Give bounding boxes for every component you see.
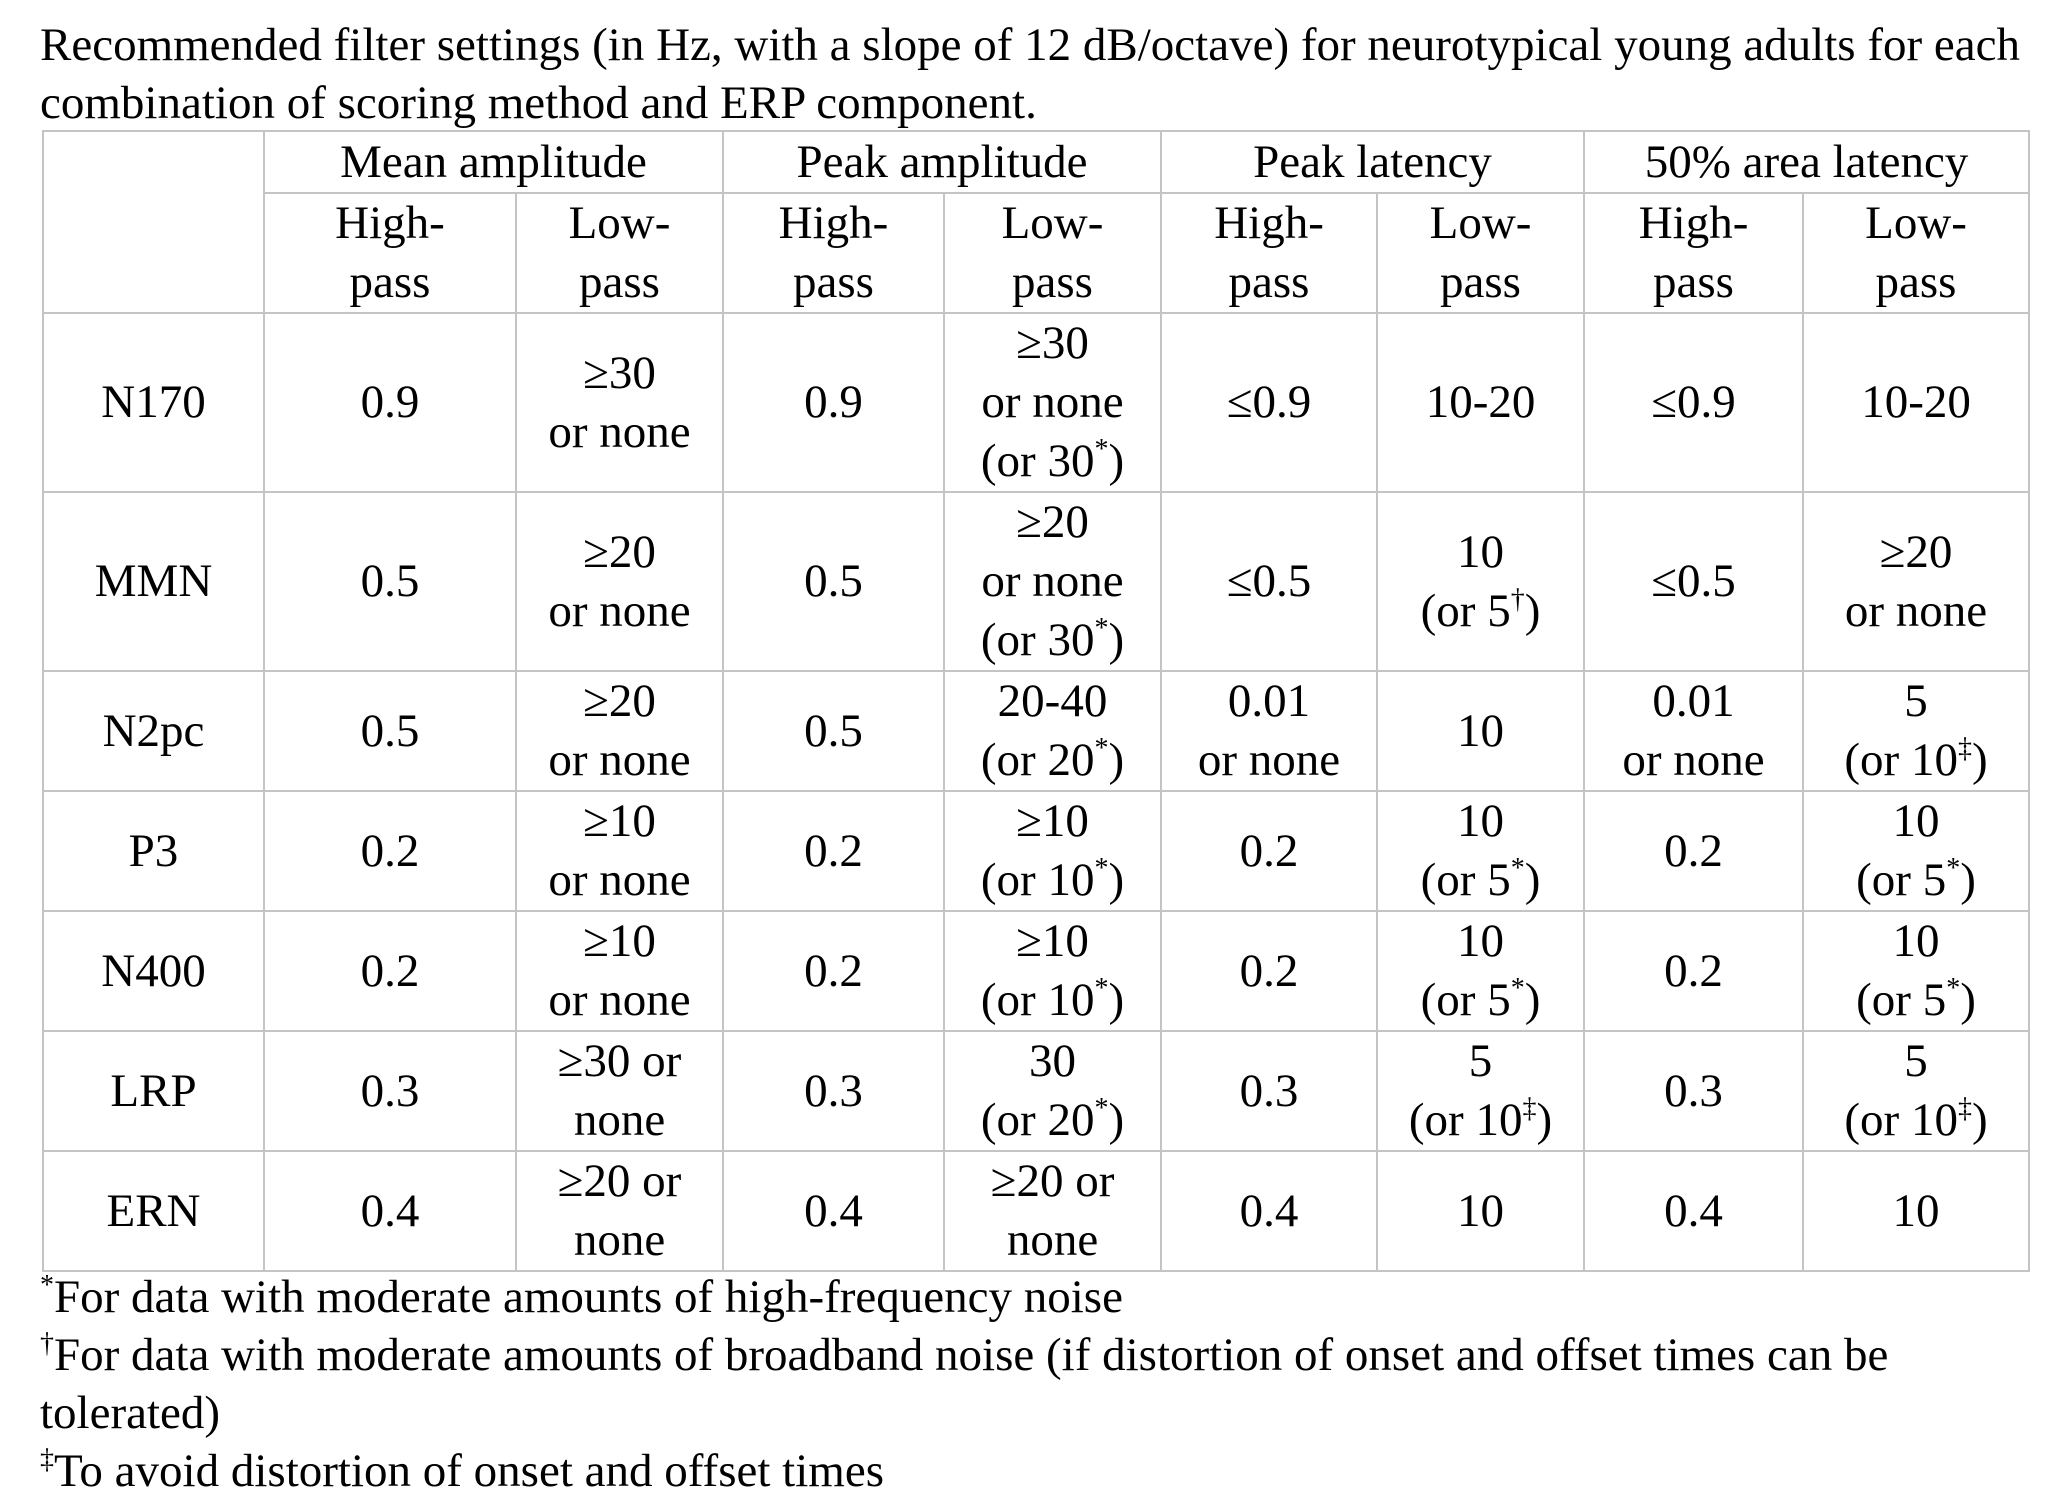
cell-value-suffix: )	[1536, 1094, 1553, 1146]
table-cell	[1803, 791, 2029, 911]
row-header-component: N170	[43, 313, 264, 492]
table-cell	[944, 791, 1161, 911]
footnote-marker: †	[40, 1328, 54, 1359]
footnote-marker: ‡	[1957, 733, 1972, 764]
table-cell	[1584, 1031, 1803, 1151]
table-cell	[723, 492, 944, 671]
footnote-marker: *	[1094, 973, 1109, 1004]
row-header-component: LRP	[43, 1031, 264, 1151]
cell-value-suffix: )	[1971, 1094, 1988, 1146]
table-cell	[723, 911, 944, 1031]
table-cell	[1161, 911, 1377, 1031]
table-cell	[1377, 1151, 1584, 1271]
cell-value: ≥20 or none (or 30	[980, 496, 1124, 666]
cell-value: 0.3	[804, 1064, 863, 1117]
cell-value: 0.9	[804, 376, 863, 428]
cell-value: 0.4	[360, 1184, 420, 1237]
footnote	[40, 1268, 2030, 1326]
cell-value: 0.9	[360, 376, 420, 428]
cell-value: 0.3	[360, 1064, 420, 1117]
table-cell	[516, 1031, 723, 1151]
footnote-marker: *	[1094, 613, 1109, 644]
subheader-high-pass: High- pass	[1161, 193, 1377, 313]
cell-value: 10 (or 5	[1856, 795, 1947, 906]
cell-value: ≤0.9	[1651, 376, 1736, 428]
group-header-peak-latency: Peak latency	[1161, 131, 1584, 193]
subheader-high-pass: High- pass	[264, 193, 516, 313]
cell-value: ≥20 or none	[990, 1155, 1115, 1266]
footnote-marker: *	[1094, 434, 1109, 465]
group-header-50pct-area-latency: 50% area latency	[1584, 131, 2029, 193]
cell-value: 0.5	[804, 704, 863, 757]
table-cell	[1377, 671, 1584, 791]
table-cell	[1161, 791, 1377, 911]
table-row	[43, 1031, 2029, 1151]
cell-value: 0.2	[1239, 824, 1299, 877]
table-row	[43, 911, 2029, 1031]
group-header-peak-amplitude: Peak amplitude	[723, 131, 1161, 193]
cell-value: ≤0.5	[1651, 555, 1736, 607]
footnote-marker: *	[1510, 853, 1525, 884]
footnote-text: For data with moderate amounts of high-frequency noise	[54, 1271, 1123, 1323]
cell-value: 10 (or 5	[1420, 525, 1511, 637]
table-cell	[264, 313, 516, 492]
cell-value: ≥20 or none	[1844, 525, 1988, 637]
footnote-marker: *	[1946, 853, 1961, 884]
row-header-component: N2pc	[43, 671, 264, 791]
cell-value: 10 (or 5	[1856, 915, 1947, 1026]
cell-value: 0.4	[1664, 1184, 1723, 1237]
cell-value: 0.2	[804, 824, 863, 877]
cell-value-suffix: )	[1524, 584, 1541, 637]
cell-value-suffix: )	[1108, 435, 1125, 487]
table-cell	[944, 313, 1161, 492]
cell-value: ≥20 or none	[548, 525, 691, 637]
cell-value: ≥10 or none	[548, 795, 691, 906]
table-cell	[944, 671, 1161, 791]
table-cell	[1803, 1031, 2029, 1151]
table-cell	[723, 313, 944, 492]
subheader-low-pass: Low- pass	[1377, 193, 1584, 313]
footnote-marker: *	[1946, 973, 1961, 1004]
table-cell	[264, 1151, 516, 1271]
subheader-high-pass: High- pass	[723, 193, 944, 313]
cell-value: 10 (or 5	[1420, 915, 1511, 1026]
table-cell	[516, 911, 723, 1031]
cell-value: 10	[1457, 704, 1505, 757]
footnote-marker: *	[40, 1270, 54, 1301]
cell-value: 10 (or 5	[1420, 795, 1511, 906]
footnote-marker: *	[1094, 733, 1109, 764]
table-cell	[1803, 492, 2029, 671]
table-cell	[1161, 313, 1377, 492]
cell-value: 20-40 (or 20	[980, 675, 1108, 786]
table-cell	[1584, 313, 1803, 492]
footnote-marker: *	[1510, 973, 1525, 1004]
table-cell	[516, 671, 723, 791]
cell-value: 0.5	[804, 555, 863, 607]
table-cell	[1584, 671, 1803, 791]
table-cell	[1161, 671, 1377, 791]
table-row	[43, 791, 2029, 911]
cell-value-suffix: )	[1108, 1094, 1125, 1146]
cell-value: 0.5	[360, 555, 420, 607]
footnote-marker: ‡	[40, 1444, 54, 1475]
table-cell	[944, 492, 1161, 671]
cell-value: ≥10 (or 10	[980, 795, 1095, 906]
cell-value: ≤0.5	[1226, 555, 1312, 607]
cell-value-suffix: )	[1971, 734, 1988, 786]
cell-value: 0.2	[360, 824, 420, 877]
footnote	[40, 1326, 2030, 1442]
table-caption: Recommended filter settings (in Hz, with a slope of 12 dB/octave) for neurotypical young adults for each combination of scoring method and ERP component.	[40, 19, 2020, 129]
footnote-marker: †	[1510, 583, 1525, 615]
cell-value: 0.3	[1664, 1064, 1723, 1117]
footnote-marker: *	[1094, 853, 1109, 884]
cell-value: ≥30 or none	[557, 1035, 682, 1146]
cell-value: 0.2	[360, 944, 420, 997]
table-cell	[1377, 791, 1584, 911]
cell-value-suffix: )	[1108, 854, 1125, 906]
table-cell	[723, 1031, 944, 1151]
cell-value-suffix: )	[1960, 854, 1976, 906]
cell-value: 0.2	[1664, 944, 1723, 997]
footnote-marker: ‡	[1522, 1093, 1537, 1124]
table-cell	[723, 1151, 944, 1271]
table-cell	[1584, 791, 1803, 911]
table-row	[43, 1151, 2029, 1271]
footnote	[40, 1442, 2030, 1500]
table-cell	[516, 1151, 723, 1271]
footnote-text: To avoid distortion of onset and offset times	[54, 1445, 884, 1497]
cell-value: ≥10 or none	[548, 915, 691, 1026]
filter-settings-table	[42, 130, 2030, 1272]
cell-value: 0.01 or none	[1622, 675, 1765, 786]
footnotes	[40, 1268, 2030, 1500]
table-cell	[264, 671, 516, 791]
table-cell	[944, 1151, 1161, 1271]
cell-value: 10	[1892, 1184, 1940, 1237]
table-cell	[264, 911, 516, 1031]
table-cell	[1161, 1151, 1377, 1271]
subheader-low-pass: Low- pass	[1803, 193, 2029, 313]
cell-value-suffix: )	[1960, 974, 1976, 1026]
cell-value: 0.4	[804, 1184, 863, 1237]
row-header-component: N400	[43, 911, 264, 1031]
cell-value: 0.01 or none	[1197, 675, 1341, 786]
cell-value: 0.2	[804, 944, 863, 997]
table-cell	[264, 492, 516, 671]
cell-value: 10-20	[1425, 376, 1536, 428]
table-row	[43, 492, 2029, 671]
cell-value: 0.2	[1664, 824, 1723, 877]
table-cell	[1377, 313, 1584, 492]
table-cell	[1161, 1031, 1377, 1151]
table-cell	[516, 492, 723, 671]
table-cell	[1803, 313, 2029, 492]
subheader-high-pass: High- pass	[1584, 193, 1803, 313]
subheader-low-pass: Low- pass	[516, 193, 723, 313]
cell-value: 0.4	[1239, 1184, 1299, 1237]
cell-value: 5 (or 10	[1844, 1035, 1958, 1146]
row-header-component: P3	[43, 791, 264, 911]
table-cell	[1803, 911, 2029, 1031]
table-cell	[1377, 492, 1584, 671]
subheader-row	[43, 193, 2029, 313]
table-cell	[516, 791, 723, 911]
table-cell	[944, 911, 1161, 1031]
table-cell	[944, 1031, 1161, 1151]
row-header-component: MMN	[43, 492, 264, 671]
table-cell	[1584, 492, 1803, 671]
table-cell	[1584, 1151, 1803, 1271]
cell-value-suffix: )	[1108, 974, 1125, 1026]
cell-value: 10-20	[1861, 376, 1971, 428]
cell-value: 0.5	[360, 704, 420, 757]
cell-value: 30 (or 20	[980, 1035, 1095, 1146]
table-cell	[1803, 671, 2029, 791]
cell-value: 0.3	[1239, 1064, 1299, 1117]
cell-value-suffix: )	[1108, 734, 1125, 786]
table-cell	[516, 313, 723, 492]
subheader-low-pass: Low- pass	[944, 193, 1161, 313]
corner-header-cell	[43, 131, 264, 313]
cell-value-suffix: )	[1108, 614, 1125, 666]
table-cell	[1377, 911, 1584, 1031]
cell-value-suffix: )	[1524, 974, 1541, 1026]
footnote-text: For data with moderate amounts of broadband noise (if distortion of onset and offset times can be tolerated)	[40, 1329, 1889, 1439]
table-cell	[723, 791, 944, 911]
table-cell	[264, 1031, 516, 1151]
cell-value: ≥10 (or 10	[980, 915, 1095, 1026]
row-header-component: ERN	[43, 1151, 264, 1271]
table-cell	[1161, 492, 1377, 671]
table-row	[43, 313, 2029, 492]
table-cell	[1803, 1151, 2029, 1271]
footnote-marker: ‡	[1957, 1093, 1972, 1124]
table-cell	[723, 671, 944, 791]
cell-value: 0.2	[1239, 944, 1299, 997]
cell-value-suffix: )	[1524, 854, 1541, 906]
cell-value: ≥30 or none (or 30	[980, 317, 1124, 487]
cell-value: 5 (or 10	[1408, 1035, 1523, 1146]
group-header-row	[43, 131, 2029, 193]
table-cell	[1584, 911, 1803, 1031]
cell-value: ≥30 or none	[548, 346, 691, 458]
footnote-marker: *	[1094, 1093, 1109, 1124]
table-row	[43, 671, 2029, 791]
cell-value: 5 (or 10	[1844, 675, 1958, 786]
table-cell	[264, 791, 516, 911]
cell-value: ≥20 or none	[557, 1155, 682, 1266]
table-cell	[1377, 1031, 1584, 1151]
cell-value: ≤0.9	[1226, 376, 1312, 428]
group-header-mean-amplitude: Mean amplitude	[264, 131, 723, 193]
table-body	[43, 313, 2029, 1271]
cell-value: 10	[1457, 1184, 1505, 1237]
cell-value: ≥20 or none	[548, 675, 691, 786]
